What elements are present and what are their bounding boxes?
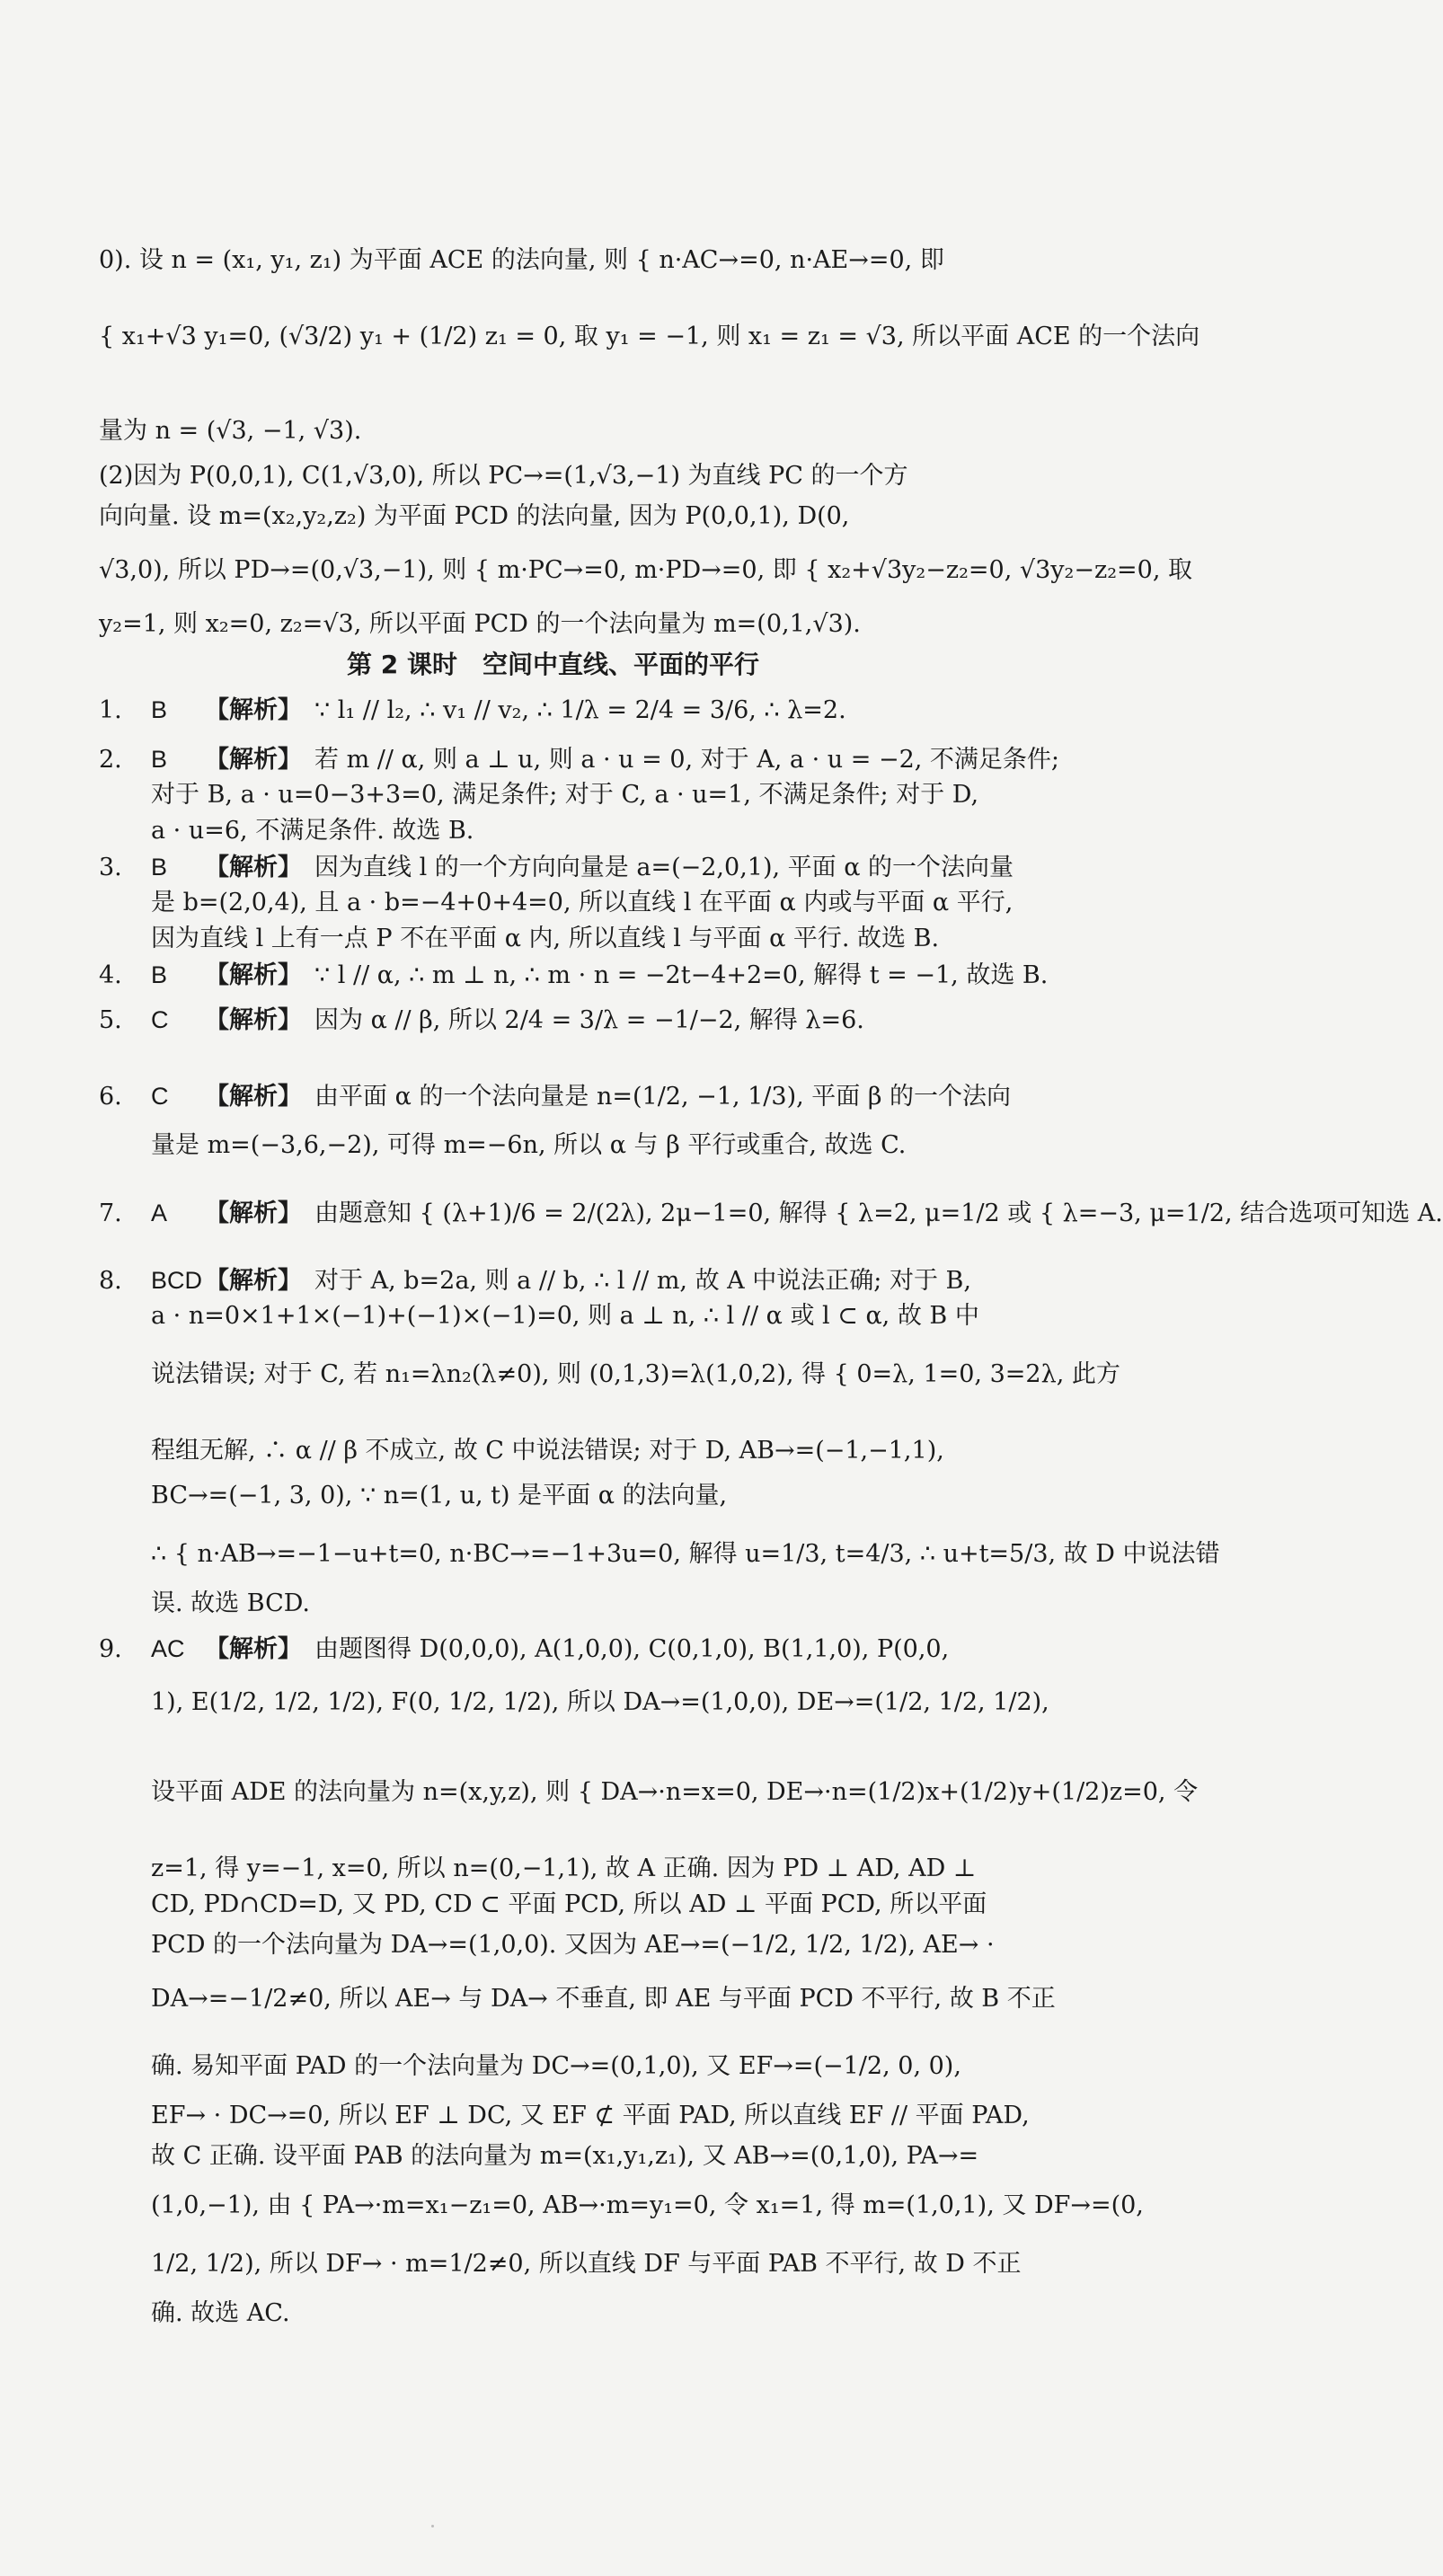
item-7 bbox=[99, 1195, 1443, 1232]
item-9-line-9: EF→ · DC→=0, 所以 EF ⊥ DC, 又 EF ⊄ 平面 PAD, 所以直线 EF // 平面 PAD, bbox=[151, 2102, 1030, 2129]
item-3-line-2: 是 b=(2,0,4), 且 a · b=−4+0+4=0, 所以直线 l 在平面 α 内或与平面 α 平行, bbox=[151, 889, 1014, 916]
intro-line-5: 向向量. 设 m=(x₂,y₂,z₂) 为平面 PCD 的法向量, 因为 P(0,0,1), D(0, bbox=[99, 502, 850, 530]
item-number: 4. bbox=[99, 961, 122, 989]
item-9-line-8: 确. 易知平面 PAD 的一个法向量为 DC→=(0,1,0), 又 EF→=(−1/2, 0, 0), bbox=[151, 2052, 961, 2080]
item-text: 由题图得 D(0,0,0), A(1,0,0), C(0,1,0), B(1,1,0), P(0,0, bbox=[314, 1635, 950, 1663]
item-answer: AC bbox=[151, 1635, 185, 1662]
item-number: 1. bbox=[99, 696, 122, 724]
item-number: 6. bbox=[99, 1083, 122, 1111]
analysis-tag: 【解析】 bbox=[205, 1083, 302, 1111]
item-text: 由题意知 { (λ+1)/6 = 2/(2λ), 2μ−1=0, 解得 { λ=2, μ=1/2 或 { λ=−3, μ=1/2, 结合选项可知选 A. bbox=[314, 1199, 1443, 1227]
item-2-line-2: 对于 B, a · u=0−3+3=0, 满足条件; 对于 C, a · u=1, 不满足条件; 对于 D, bbox=[151, 781, 979, 809]
item-number: 9. bbox=[99, 1635, 122, 1663]
item-9-line-10: 故 C 正确. 设平面 PAB 的法向量为 m=(x₁,y₁,z₁), 又 AB→=(0,1,0), PA→= bbox=[151, 2142, 979, 2170]
item-answer: B bbox=[151, 746, 168, 773]
item-5 bbox=[99, 1002, 1006, 1039]
item-8-line-5: BC→=(−1, 3, 0), ∵ n=(1, u, t) 是平面 α 的法向量, bbox=[151, 1482, 728, 1509]
item-9-line-2: 1), E(1/2, 1/2, 1/2), F(0, 1/2, 1/2), 所以 DA→=(1,0,0), DE→=(1/2, 1/2, 1/2), bbox=[151, 1688, 1049, 1716]
item-9-line-11: (1,0,−1), 由 { PA→·m=x₁−z₁=0, AB→·m=y₁=0, 令 x₁=1, 得 m=(1,0,1), 又 DF→=(0, bbox=[151, 2191, 1144, 2219]
item-8-line-6: ∴ { n·AB→=−1−u+t=0, n·BC→=−1+3u=0, 解得 u=1/3, t=4/3, ∴ u+t=5/3, 故 D 中说法错 bbox=[151, 1540, 1220, 1568]
item-answer: B bbox=[151, 961, 168, 988]
intro-line-3: 量为 n = (√3, −1, √3). bbox=[99, 417, 362, 445]
item-answer: B bbox=[151, 854, 168, 881]
item-8-line-4: 程组无解, ∴ α // β 不成立, 故 C 中说法错误; 对于 D, AB→=(−1,−1,1), bbox=[151, 1437, 944, 1465]
item-answer: C bbox=[151, 1006, 169, 1033]
item-text: 因为直线 l 的一个方向向量是 a=(−2,0,1), 平面 α 的一个法向量 bbox=[314, 854, 1014, 881]
item-number: 3. bbox=[99, 854, 122, 881]
item-9-line-6: PCD 的一个法向量为 DA→=(1,0,0). 又因为 AE→=(−1/2, 1/2, 1/2), AE→ · bbox=[151, 1931, 995, 1959]
analysis-tag: 【解析】 bbox=[205, 854, 302, 881]
item-answer: C bbox=[151, 1083, 169, 1110]
item-3-line-3: 因为直线 l 上有一点 P 不在平面 α 内, 所以直线 l 与平面 α 平行. 故选 B. bbox=[151, 925, 940, 952]
item-9 bbox=[99, 1631, 1006, 1668]
intro-line-6: √3,0), 所以 PD→=(0,√3,−1), 则 { m·PC→=0, m·PD→=0, 即 { x₂+√3y₂−z₂=0, √3y₂−z₂=0, 取 bbox=[99, 556, 1192, 584]
item-9-line-13: 确. 故选 AC. bbox=[151, 2299, 290, 2327]
analysis-tag: 【解析】 bbox=[205, 1199, 302, 1227]
item-9-line-5: CD, PD∩CD=D, 又 PD, CD ⊂ 平面 PCD, 所以 AD ⊥ 平面 PCD, 所以平面 bbox=[151, 1890, 987, 1918]
section-heading: 第 2 课时 空间中直线、平面的平行 bbox=[347, 650, 759, 679]
item-8 bbox=[99, 1262, 1006, 1299]
analysis-tag: 【解析】 bbox=[205, 1635, 302, 1663]
item-answer: B bbox=[151, 696, 168, 723]
intro-line-2: { x₁+√3 y₁=0, (√3/2) y₁ + (1/2) z₁ = 0, 取 y₁ = −1, 则 x₁ = z₁ = √3, 所以平面 ACE 的一个法向 bbox=[99, 323, 1200, 350]
item-text: ∵ l // α, ∴ m ⊥ n, ∴ m · n = −2t−4+2=0, 解得 t = −1, 故选 B. bbox=[314, 961, 1049, 989]
analysis-tag: 【解析】 bbox=[205, 961, 302, 989]
item-1 bbox=[99, 692, 1006, 729]
item-8-line-7: 误. 故选 BCD. bbox=[151, 1589, 311, 1617]
item-4 bbox=[99, 957, 1049, 994]
item-8-line-2: a · n=0×1+1×(−1)+(−1)×(−1)=0, 则 a ⊥ n, ∴ l // α 或 l ⊂ α, 故 B 中 bbox=[151, 1302, 979, 1330]
intro-line-7: y₂=1, 则 x₂=0, z₂=√3, 所以平面 PCD 的一个法向量为 m=(0,1,√3). bbox=[99, 610, 861, 638]
analysis-tag: 【解析】 bbox=[205, 746, 302, 774]
item-number: 7. bbox=[99, 1199, 122, 1227]
item-9-line-3: 设平面 ADE 的法向量为 n=(x,y,z), 则 { DA→·n=x=0, DE→·n=(1/2)x+(1/2)y+(1/2)z=0, 令 bbox=[151, 1778, 1199, 1806]
item-number: 2. bbox=[99, 746, 122, 774]
analysis-tag: 【解析】 bbox=[205, 1267, 302, 1295]
item-text: 因为 α // β, 所以 2/4 = 3/λ = −1/−2, 解得 λ=6. bbox=[314, 1006, 864, 1034]
item-text: ∵ l₁ // l₂, ∴ v₁ // v₂, ∴ 1/λ = 2/4 = 3/6, ∴ λ=2. bbox=[314, 696, 846, 724]
item-6-line-2: 量是 m=(−3,6,−2), 可得 m=−6n, 所以 α 与 β 平行或重合, 故选 C. bbox=[151, 1131, 907, 1159]
item-2-line-3: a · u=6, 不满足条件. 故选 B. bbox=[151, 817, 474, 845]
item-text: 由平面 α 的一个法向量是 n=(1/2, −1, 1/3), 平面 β 的一个法向 bbox=[314, 1083, 1012, 1111]
item-9-line-4: z=1, 得 y=−1, x=0, 所以 n=(0,−1,1), 故 A 正确. 因为 PD ⊥ AD, AD ⊥ bbox=[151, 1855, 977, 1882]
intro-line-4: (2)因为 P(0,0,1), C(1,√3,0), 所以 PC→=(1,√3,−1) 为直线 PC 的一个方 bbox=[99, 462, 908, 490]
item-6 bbox=[99, 1078, 1012, 1115]
item-3 bbox=[99, 849, 1014, 886]
item-8-line-3: 说法错误; 对于 C, 若 n₁=λn₂(λ≠0), 则 (0,1,3)=λ(1,0,2), 得 { 0=λ, 1=0, 3=2λ, 此方 bbox=[151, 1360, 1120, 1388]
item-9-line-7: DA→=−1/2≠0, 所以 AE→ 与 DA→ 不垂直, 即 AE 与平面 PCD 不平行, 故 B 不正 bbox=[151, 1985, 1056, 2013]
analysis-tag: 【解析】 bbox=[205, 696, 302, 724]
item-text: 若 m // α, 则 a ⊥ u, 则 a · u = 0, 对于 A, a · u = −2, 不满足条件; bbox=[314, 746, 1060, 774]
intro-line-1: 0). 设 n = (x₁, y₁, z₁) 为平面 ACE 的法向量, 则 { n·AC→=0, n·AE→=0, 即 bbox=[99, 246, 944, 274]
scan-speck bbox=[431, 2525, 434, 2527]
item-2 bbox=[99, 741, 1060, 778]
item-9-line-12: 1/2, 1/2), 所以 DF→ · m=1/2≠0, 所以直线 DF 与平面 PAB 不平行, 故 D 不正 bbox=[151, 2250, 1022, 2278]
item-answer: A bbox=[151, 1199, 168, 1226]
item-text: 对于 A, b=2a, 则 a // b, ∴ l // m, 故 A 中说法正确; 对于 B, bbox=[314, 1267, 971, 1295]
item-answer: BCD bbox=[151, 1267, 203, 1294]
item-number: 5. bbox=[99, 1006, 122, 1034]
item-number: 8. bbox=[99, 1267, 122, 1295]
analysis-tag: 【解析】 bbox=[205, 1006, 302, 1034]
